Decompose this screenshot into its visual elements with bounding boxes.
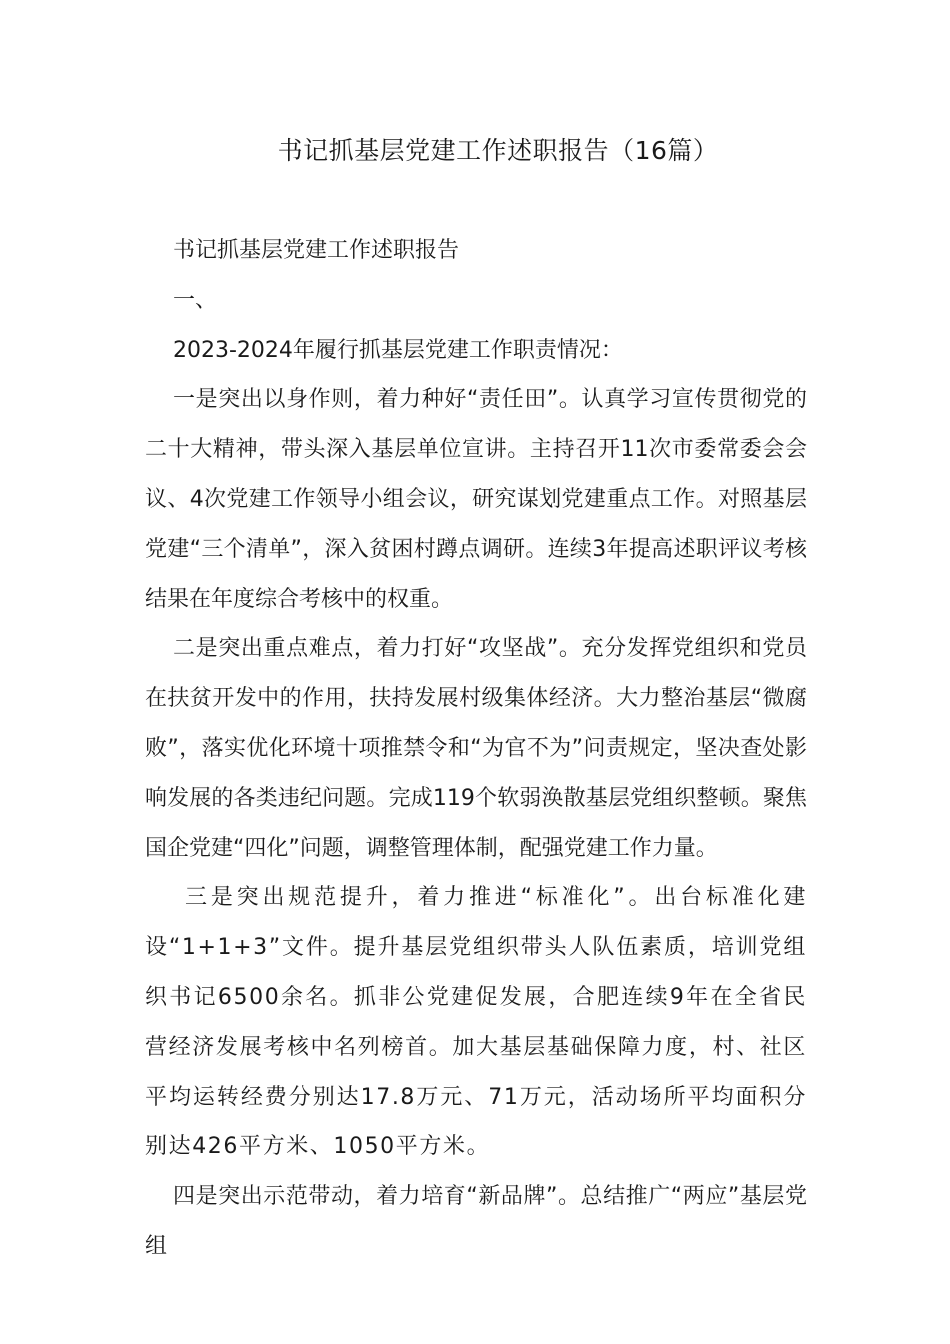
period-heading: 2023-2024年履行抓基层党建工作职责情况：: [173, 337, 623, 363]
report-subtitle: 书记抓基层党建工作述职报告: [173, 238, 460, 263]
paragraph-2: 二是突出重点难点，着力打好“攻坚战”。充分发挥党组织和党员在扶贫开发中的作用，扶持发展村级集体经济。大力整治基层“微腐败”，落实优化环境十项推禁令和“为官不为”问责规定，坚决查处影响发展的各类违纪问题。完成119个软弱涣散基层党组织整顿。聚焦国企党建“四化”问题，调整管理体制，配强党建工作力量。: [145, 636, 807, 861]
document-title: 书记抓基层党建工作述职报告（16篇）: [277, 136, 719, 165]
paragraph-4: 四是突出示范带动，着力培育“新品牌”。总结推广“两应”基层党组: [145, 1184, 807, 1259]
document-body: [145, 226, 807, 1272]
paragraph-1: 一是突出以身作则，着力种好“责任田”。认真学习宣传贯彻党的二十大精神，带头深入基层单位宣讲。主持召开11次市委常委会会议、4次党建工作领导小组会议，研究谋划党建重点工作。对照基层党建“三个清单”，深入贫困村蹲点调研。连续3年提高述职评议考核结果在年度综合考核中的权重。: [145, 387, 807, 612]
paragraph-3: 三是突出规范提升，着力推进“标准化”。出台标准化建设“1+1+3”文件。提升基层党组织带头人队伍素质，培训党组织书记6500余名。抓非公党建促发展，合肥连续9年在全省民营经济发展考核中名列榜首。加大基层基础保障力度，村、社区平均运转经费分别达17.8万元、71万元，活动场所平均面积分别达426平方米、1050平方米。: [145, 885, 807, 1160]
section-marker: 一、: [173, 287, 218, 313]
